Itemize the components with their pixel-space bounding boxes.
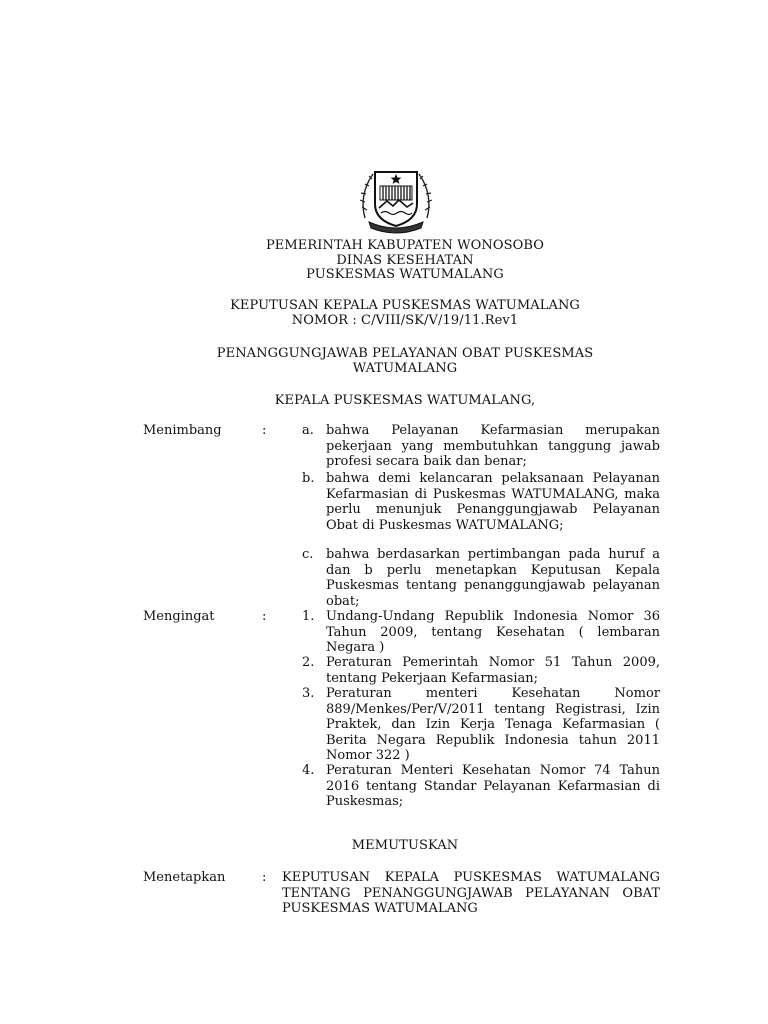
puskesmas-line: PUSKESMAS WATUMALANG: [306, 267, 504, 282]
list-item-text: bahwa berdasarkan pertimbangan pada huruf a dan b perlu menetapkan Keputusan Kepala Puskesmas tentang penanggungjawab pelayanan obat;: [326, 547, 660, 609]
establish-label: Menetapkan: [143, 870, 226, 885]
recalling-label: Mengingat: [143, 609, 215, 624]
list-item-text: bahwa Pelayanan Kefarmasian merupakan pekerjaan yang membutuhkan tanggung jawab profesi secara baik dan benar;: [326, 423, 660, 470]
considering-colon: :: [262, 423, 267, 438]
list-item-text: Undang-Undang Republik Indonesia Nomor 36 Tahun 2009, tentang Kesehatan ( lembaran Negara ): [326, 609, 660, 656]
government-heading: [0, 239, 768, 283]
considering-item-b: [302, 471, 660, 533]
list-item-text: Peraturan menteri Kesehatan Nomor 889/Menkes/Per/V/2011 tentang Registrasi, Izin Praktek, dan Izin Kerja Tenaga Kefarmasian ( Berita Negara Republik Indonesia tahun 2011 Nomor 322 ): [326, 686, 660, 764]
considering-label: Menimbang: [143, 423, 222, 438]
wonosobo-regency-emblem-icon: [357, 160, 435, 238]
decide-heading: [0, 839, 768, 854]
list-item-text: Peraturan Menteri Kesehatan Nomor 74 Tahun 2016 tentang Standar Pelayanan Kefarmasian di Puskesmas;: [326, 763, 660, 810]
recalling-item-2: [302, 655, 660, 686]
list-marker: 3.: [302, 686, 315, 701]
list-marker: 2.: [302, 655, 315, 670]
subject-line-2: WATUMALANG: [352, 360, 458, 376]
subject-line-1: PENANGGUNGJAWAB PELAYANAN OBAT PUSKESMAS: [216, 346, 594, 361]
decide-heading-text: MEMUTUSKAN: [351, 838, 459, 853]
considering-item-c: [302, 547, 660, 609]
establish-text: KEPUTUSAN KEPALA PUSKESMAS WATUMALANG TENTANG PENANGGUNGJAWAB PELAYANAN OBAT PUSKESMAS WATUMALANG: [282, 870, 660, 917]
department-line: DINAS KESEHATAN: [336, 252, 474, 268]
list-marker: b.: [302, 471, 315, 486]
list-marker: 1.: [302, 609, 315, 624]
decree-heading: [0, 299, 768, 328]
government-line: PEMERINTAH KABUPATEN WONOSOBO: [265, 238, 545, 253]
decree-number: NOMOR : C/VIII/SK/V/19/11.Rev1: [291, 312, 519, 328]
recalling-item-1: [302, 609, 660, 656]
list-item-text: Peraturan Pemerintah Nomor 51 Tahun 2009, tentang Pekerjaan Kefarmasian;: [326, 655, 660, 686]
recalling-colon: :: [262, 609, 267, 624]
decree-title: KEPUTUSAN KEPALA PUSKESMAS WATUMALANG: [230, 298, 580, 313]
head-title: [0, 394, 768, 409]
list-marker: 4.: [302, 763, 315, 778]
recalling-item-3: [302, 686, 660, 764]
considering-item-a: [302, 423, 660, 470]
establish-colon: :: [262, 870, 267, 885]
head-title-text: KEPALA PUSKESMAS WATUMALANG,: [274, 393, 536, 408]
list-item-text: bahwa demi kelancaran pelaksanaan Pelayanan Kefarmasian di Puskesmas WATUMALANG, maka perlu menunjuk Penanggungjawab Pelayanan Obat di Puskesmas WATUMALANG;: [326, 471, 660, 533]
list-marker: c.: [302, 547, 314, 562]
list-marker: a.: [302, 423, 314, 438]
recalling-item-4: [302, 763, 660, 810]
decree-subject: [0, 347, 768, 376]
